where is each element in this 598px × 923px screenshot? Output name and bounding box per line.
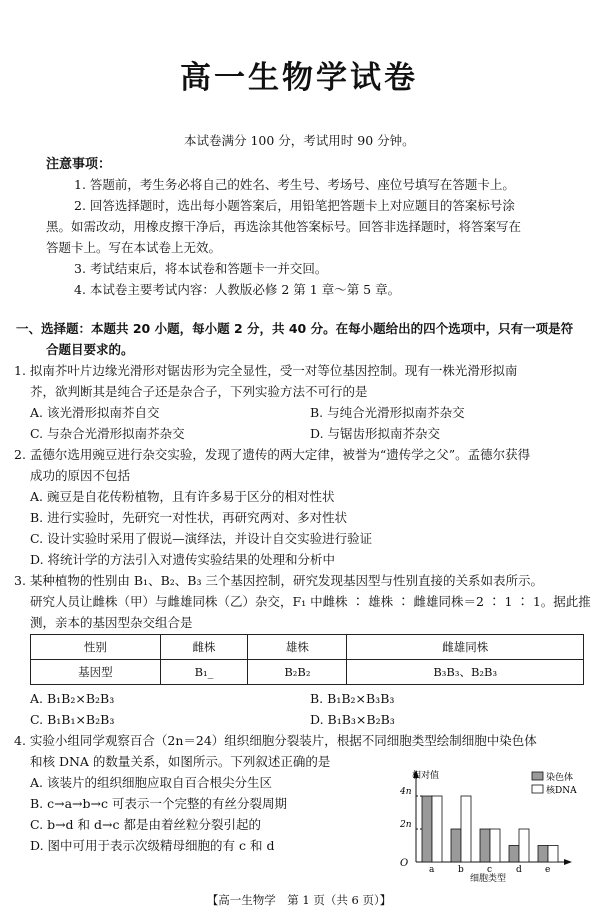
legend-swatch-dna bbox=[532, 785, 543, 793]
legend-label-dna: 核DNA bbox=[546, 786, 577, 796]
page-footer: 【高一生物学 第 1 页（共 6 页）】 bbox=[206, 893, 392, 907]
notice-item-3: 3. 考试结束后，将本试卷和答题卡一并交回。 bbox=[74, 261, 328, 276]
q3-option-d: D. B₁B₃×B₂B₃ bbox=[310, 712, 395, 727]
q3-stem-cont: 研究人员让雌株（甲）与雌雄同株（乙）杂交，F₁ 中雌株 ∶ 雄株 ∶ 雌雄同株＝2 ∶ 1 ∶ 1。据此推 bbox=[30, 594, 591, 609]
q1-option-a: A. 该光滑形拟南芥自交 bbox=[30, 405, 160, 420]
q2-stem-cont: 成功的原因不包括 bbox=[30, 468, 131, 483]
q4-option-d: D. 图中可用于表示次级精母细胞的有 c 和 d bbox=[30, 838, 275, 853]
section-heading: 一、选择题：本题共 20 小题，每小题 2 分，共 40 分。在每小题给出的四个选项中，只有一项是符 bbox=[16, 321, 574, 336]
q1-stem-cont: 芥，欲判断其是纯合子还是杂合子，下列实验方法不可行的是 bbox=[30, 384, 368, 399]
bar-chromosome-d bbox=[509, 846, 519, 863]
q3-option-b: B. B₁B₂×B₃B₃ bbox=[310, 691, 395, 706]
x-tick-label: c bbox=[487, 865, 493, 875]
notice-item-4: 4. 本试卷主要考试内容：人教版必修 2 第 1 章～第 5 章。 bbox=[74, 282, 401, 297]
x-tick-label: d bbox=[516, 865, 522, 875]
table-header-row bbox=[31, 635, 584, 660]
x-tick-label: e bbox=[545, 865, 551, 875]
score-note: 本试卷满分 100 分，考试用时 90 分钟。 bbox=[184, 133, 415, 148]
q1-option-c: C. 与杂合光滑形拟南芥杂交 bbox=[30, 426, 185, 441]
x-axis-label: 细胞类型 bbox=[470, 874, 507, 884]
q4-option-b: B. c→a→b→c 可表示一个完整的有丝分裂周期 bbox=[30, 796, 287, 811]
table-cell: B₃B₃、B₂B₃ bbox=[347, 660, 584, 685]
notice-item-2-cont: 黑。如需改动，用橡皮擦干净后，再选涂其他答案标号。回答非选择题时，将答案写在 bbox=[46, 219, 522, 234]
y-tick-4n: 4n bbox=[400, 787, 412, 797]
chart-svg bbox=[398, 766, 588, 886]
x-tick-label: a bbox=[429, 865, 435, 875]
table-row bbox=[31, 660, 584, 685]
legend-label-chromosome: 染色体 bbox=[546, 773, 574, 783]
table-cell: 基因型 bbox=[31, 660, 161, 685]
table-header-cell: 雌株 bbox=[160, 635, 248, 660]
q4-option-a: A. 该装片的组织细胞应取自百合根尖分生区 bbox=[30, 775, 272, 790]
section-heading-cont: 合题目要求的。 bbox=[46, 342, 134, 357]
notice-item-1: 1. 答题前，考生务必将自己的姓名、考生号、考场号、座位号填写在答题卡上。 bbox=[74, 177, 515, 192]
y-tick-2n: 2n bbox=[400, 820, 412, 830]
q2-option-d: D. 将统计学的方法引入对遗传实验结果的处理和分析中 bbox=[30, 552, 336, 567]
q3-stem-end: 测，亲本的基因型杂交组合是 bbox=[30, 615, 193, 630]
bar-dna-d bbox=[519, 829, 529, 862]
bar-dna-e bbox=[548, 846, 558, 863]
bar-dna-c bbox=[490, 829, 500, 862]
bar-dna-b bbox=[461, 796, 471, 862]
x-tick-label: b bbox=[458, 865, 464, 875]
notice-heading: 注意事项： bbox=[46, 157, 112, 172]
table-header-cell: 性别 bbox=[31, 635, 161, 660]
page-title: 高一生物学试卷 bbox=[180, 60, 418, 96]
q4-stem-cont: 和核 DNA 的数量关系，如图所示。下列叙述正确的是 bbox=[30, 754, 331, 769]
bar-chromosome-e bbox=[538, 846, 548, 863]
q3-stem: 3. 某种植物的性别由 B₁、B₂、B₃ 三个基因控制，研究发现基因型与性别直接的关系如表所示。 bbox=[14, 573, 543, 588]
table-cell: B₁_ bbox=[160, 660, 248, 685]
q2-option-c: C. 设计实验时采用了假说—演绎法，并设计自交实验进行验证 bbox=[30, 531, 373, 546]
q4-option-c: C. b→d 和 d→c 都是由着丝粒分裂引起的 bbox=[30, 817, 261, 832]
q2-stem: 2. 孟德尔选用豌豆进行杂交实验，发现了遗传的两大定律，被誉为“遗传学之父”。孟德尔获得 bbox=[14, 447, 531, 462]
legend-swatch-chromosome bbox=[532, 772, 543, 780]
table-cell: B₂B₂ bbox=[248, 660, 347, 685]
q4-stem: 4. 实验小组同学观察百合（2n＝24）组织细胞分裂装片，根据不同细胞类型绘制细胞中染色体 bbox=[14, 733, 537, 748]
notice-item-2-end: 答题卡上。写在本试卷上无效。 bbox=[46, 240, 222, 255]
bar-chromosome-b bbox=[451, 829, 461, 862]
q3-option-a: A. B₁B₂×B₂B₃ bbox=[30, 691, 115, 706]
q1-option-b: B. 与纯合光滑形拟南芥杂交 bbox=[310, 405, 465, 420]
q2-option-a: A. 豌豆是自花传粉植物，且有许多易于区分的相对性状 bbox=[30, 489, 335, 504]
q3-option-c: C. B₁B₁×B₂B₃ bbox=[30, 712, 115, 727]
q1-option-d: D. 与锯齿形拟南芥杂交 bbox=[310, 426, 441, 441]
y-axis-label: 相对值 bbox=[412, 771, 440, 781]
q1-stem: 1. 拟南芥叶片边缘光滑形对锯齿形为完全显性，受一对等位基因控制。现有一株光滑形拟南 bbox=[14, 363, 518, 378]
bar-chromosome-a bbox=[422, 796, 432, 862]
notice-item-2: 2. 回答选择题时，选出每小题答案后，用铅笔把答题卡上对应题目的答案标号涂 bbox=[74, 198, 515, 213]
cell-type-chart bbox=[398, 766, 588, 886]
table-header-cell: 雄株 bbox=[248, 635, 347, 660]
table-header-cell: 雌雄同株 bbox=[347, 635, 584, 660]
q2-option-b: B. 进行实验时，先研究一对性状，再研究两对、多对性状 bbox=[30, 510, 348, 525]
bar-dna-a bbox=[432, 796, 442, 862]
bar-chromosome-c bbox=[480, 829, 490, 862]
x-axis-arrow bbox=[564, 859, 572, 865]
genotype-table bbox=[30, 634, 584, 685]
origin-label: O bbox=[400, 858, 409, 869]
